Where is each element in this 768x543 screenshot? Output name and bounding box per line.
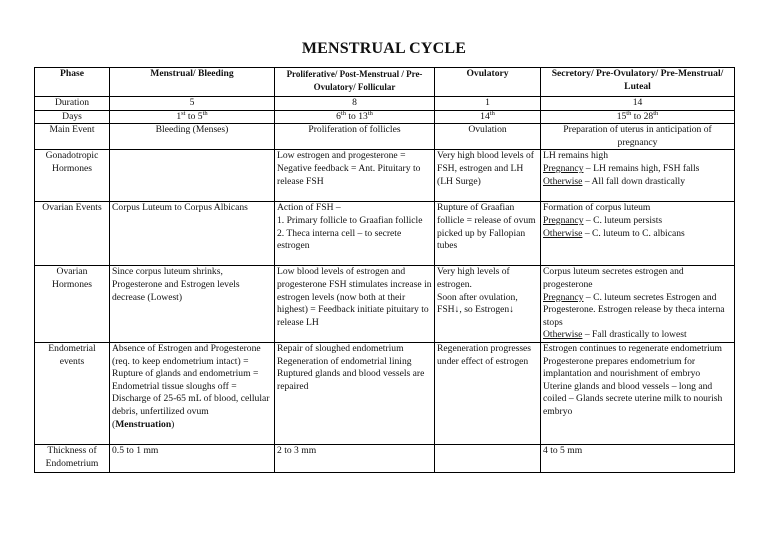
cell-ovarian-hormones-menstrual: Since corpus luteum shrinks, Progesterone and Estrogen levels decrease (Lowest) [110, 266, 275, 343]
header-ovulatory: Ovulatory [435, 68, 541, 97]
table-row-main-event [35, 124, 735, 150]
cell-days-ovulatory: 14th [435, 110, 541, 124]
cell-main-event-secretory: Preparation of uterus in anticipation of pregnancy [541, 124, 735, 150]
row-label-gonadotropic: Gonadotropic Hormones [35, 150, 110, 202]
cell-duration-menstrual: 5 [110, 97, 275, 111]
table-row-ovarian-hormones [35, 266, 735, 343]
cell-gonadotropic-menstrual [110, 150, 275, 202]
cell-days-proliferative: 6th to 13th [275, 110, 435, 124]
cell-ovarian-events-menstrual: Corpus Luteum to Corpus Albicans [110, 202, 275, 266]
cell-main-event-proliferative: Proliferation of follicles [275, 124, 435, 150]
header-menstrual: Menstrual/ Bleeding [110, 68, 275, 97]
cell-gonadotropic-ovulatory: Very high blood levels of FSH, estrogen and LH (LH Surge) [435, 150, 541, 202]
cell-ovarian-hormones-secretory: Corpus luteum secretes estrogen and progesterone Pregnancy – C. luteum secretes Estrogen and Progesterone. Estrogen release by theca interna stops Otherwise – Fall drastically to lowest [541, 266, 735, 343]
row-label-days: Days [35, 110, 110, 124]
cell-endometrial-secretory: Estrogen continues to regenerate endometrium Progesterone prepares endometrium for implantation and nourishment of embryo Uterine glands and blood vessels – long and coiled – Glands secrete uterine milk to nourish embryo [541, 342, 735, 444]
cell-endometrial-menstrual: Absence of Estrogen and Progesterone (req. to keep endometrium intact) = Rupture of glands and endometrium = Endometrial tissue sloughs off = Discharge of 25-65 mL of blood, cellular debris, unfertilized ovum (Menstruation) [110, 342, 275, 444]
cell-days-secretory: 15th to 28th [541, 110, 735, 124]
header-row [35, 68, 735, 97]
header-secretory: Secretory/ Pre-Ovulatory/ Pre-Menstrual/ Luteal [541, 68, 735, 97]
cell-endometrial-proliferative: Repair of sloughed endometrium Regeneration of endometrial lining Ruptured glands and blood vessels are repaired [275, 342, 435, 444]
cell-ovarian-events-proliferative: Action of FSH – 1. Primary follicle to Graafian follicle 2. Theca interna cell – to secrete estrogen [275, 202, 435, 266]
cell-gonadotropic-proliferative: Low estrogen and progesterone = Negative feedback = Ant. Pituitary to release FSH [275, 150, 435, 202]
table-row-duration [35, 97, 735, 111]
table-row-days [35, 110, 735, 124]
menstrual-cycle-table [34, 67, 735, 473]
row-label-thickness: Thickness of Endometrium [35, 444, 110, 472]
row-label-ovarian-hormones: Ovarian Hormones [35, 266, 110, 343]
cell-days-menstrual: 1st to 5th [110, 110, 275, 124]
cell-thickness-proliferative: 2 to 3 mm [275, 444, 435, 472]
cell-endometrial-ovulatory: Regeneration progresses under effect of estrogen [435, 342, 541, 444]
cell-gonadotropic-secretory: LH remains high Pregnancy – LH remains high, FSH falls Otherwise – All fall down drastically [541, 150, 735, 202]
cell-duration-ovulatory: 1 [435, 97, 541, 111]
page-title: MENSTRUAL CYCLE [301, 40, 467, 57]
header-proliferative: Proliferative/ Post-Menstrual / Pre-Ovulatory/ Follicular [275, 68, 435, 97]
cell-duration-secretory: 14 [541, 97, 735, 111]
cell-main-event-menstrual: Bleeding (Menses) [110, 124, 275, 150]
row-label-duration: Duration [35, 97, 110, 111]
header-phase: Phase [35, 68, 110, 97]
cell-thickness-secretory: 4 to 5 mm [541, 444, 735, 472]
table-row-thickness [35, 444, 735, 472]
cell-ovarian-hormones-proliferative: Low blood levels of estrogen and progesterone FSH stimulates increase in estrogen levels (now both at their highest) = Feedback initiate pituitary to release LH [275, 266, 435, 343]
table-row-gonadotropic [35, 150, 735, 202]
table-row-endometrial [35, 342, 735, 444]
row-label-main-event: Main Event [35, 124, 110, 150]
row-label-ovarian-events: Ovarian Events [35, 202, 110, 266]
cell-ovarian-hormones-ovulatory: Very high levels of estrogen. Soon after ovulation, FSH↓, so Estrogen↓ [435, 266, 541, 343]
cell-ovarian-events-secretory: Formation of corpus luteum Pregnancy – C. luteum persists Otherwise – C. luteum to C. albicans [541, 202, 735, 266]
cell-duration-proliferative: 8 [275, 97, 435, 111]
table-row-ovarian-events [35, 202, 735, 266]
cell-main-event-ovulatory: Ovulation [435, 124, 541, 150]
cell-thickness-menstrual: 0.5 to 1 mm [110, 444, 275, 472]
cell-ovarian-events-ovulatory: Rupture of Graafian follicle = release of ovum picked up by Fallopian tubes [435, 202, 541, 266]
cell-thickness-ovulatory [435, 444, 541, 472]
row-label-endometrial: Endometrial events [35, 342, 110, 444]
